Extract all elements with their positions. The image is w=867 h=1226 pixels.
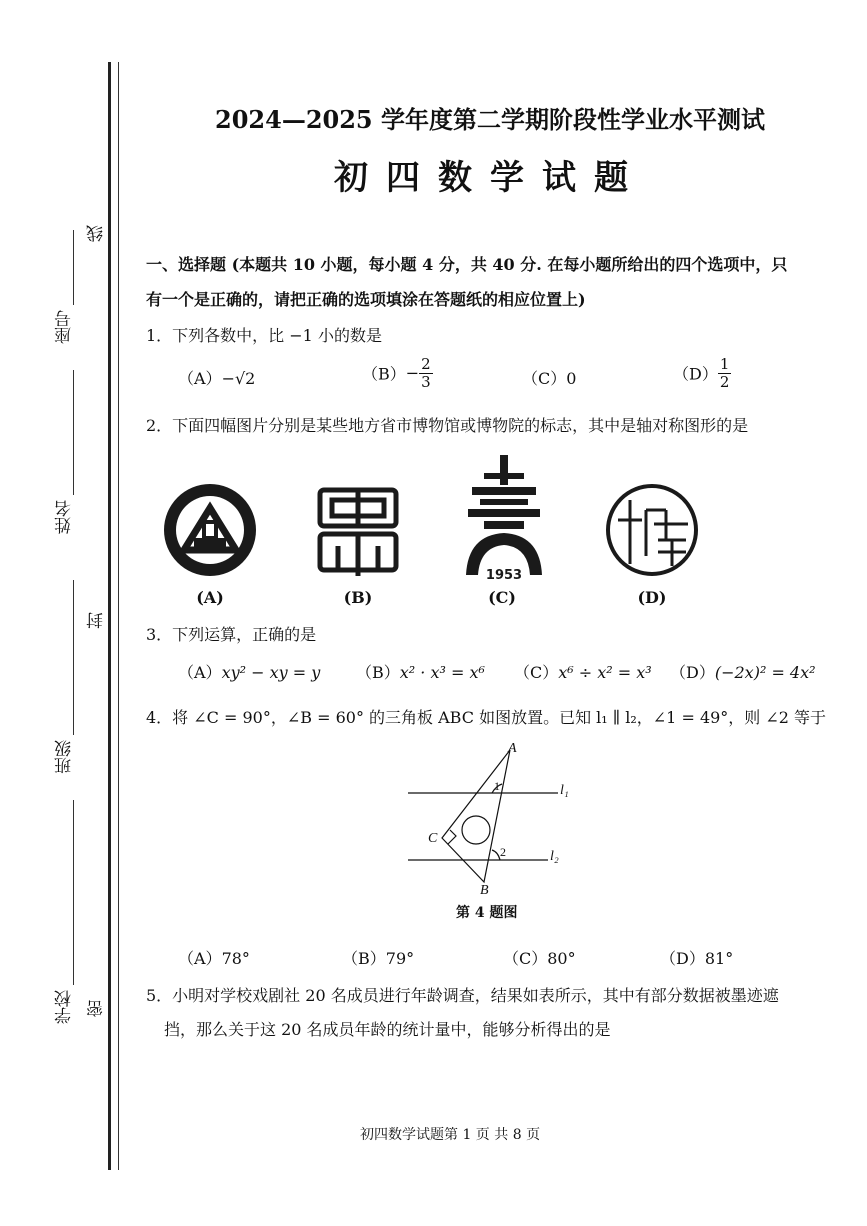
q3-option-b[interactable] <box>356 660 485 683</box>
name-label: 姓名 <box>55 500 75 534</box>
q2-a-label: (A) <box>196 588 224 607</box>
q4-fig-label-c: C <box>428 831 438 846</box>
seat-label: 座号 <box>55 310 75 344</box>
museum-logo-a[interactable] <box>160 480 260 580</box>
q3-d-label: （D） <box>670 663 715 682</box>
q4-a-label: （A） <box>178 949 222 968</box>
seal-feng-mark: 封 <box>87 612 107 629</box>
name-blank[interactable] <box>73 370 74 495</box>
q4-figure <box>400 738 590 898</box>
seat-blank[interactable] <box>73 230 74 305</box>
q4-stem: 4．将 ∠C = 90°，∠B = 60° 的三角板 ABC 如图放置。已知 l₁ ∥ l₂，∠1 = 49°，则 ∠2 等于 <box>146 708 827 727</box>
q2-d-label: (D) <box>637 588 667 607</box>
q1-d-fraction <box>718 356 732 390</box>
seal-line-mark: 线 <box>87 225 107 242</box>
q4-c-value: 80° <box>547 949 576 968</box>
q2-c-year: 1953 <box>485 568 523 583</box>
q3-c-label: （C） <box>514 663 559 682</box>
q4-fig-angle1: 1 <box>494 779 500 793</box>
school-label: 学校 <box>55 990 75 1024</box>
q4-figure-caption: 第 4 题图 <box>456 905 518 921</box>
q2-stem: 2．下面四幅图片分别是某些地方省市博物馆或博物院的标志，其中是轴对称图形的是 <box>146 416 749 435</box>
q3-b-label: （B） <box>356 663 400 682</box>
q4-option-d[interactable] <box>660 946 733 969</box>
q4-right-angle-mark <box>448 830 456 844</box>
q1-b-sign: − <box>405 363 420 383</box>
q1-c-value: 0 <box>566 369 577 388</box>
q5-stem-line2: 挡，那么关于这 20 名成员年龄的统计量中，能够分析得出的是 <box>164 1020 611 1039</box>
q4-fig-label-a: A <box>508 741 517 756</box>
q1-c-label: （C） <box>522 369 567 388</box>
q4-fig-label-l2: l₂ <box>550 849 559 864</box>
q1-option-c[interactable] <box>522 366 576 389</box>
q3-a-label: （A） <box>178 663 222 682</box>
q1-b-label: （B） <box>362 364 406 384</box>
q3-option-a[interactable] <box>178 660 320 683</box>
q4-hole <box>462 816 490 844</box>
q4-b-label: （B） <box>342 949 386 968</box>
q1-option-d[interactable] <box>673 356 731 390</box>
q1-b-denominator: 3 <box>421 372 431 391</box>
museum-logo-c[interactable] <box>454 455 554 583</box>
q1-a-label: （A） <box>178 369 222 388</box>
q4-fig-label-b: B <box>480 883 489 898</box>
museum-logo-d[interactable] <box>602 480 702 580</box>
q4-d-value: 81° <box>704 949 734 968</box>
q2-c-label: (C) <box>488 588 516 607</box>
q1-d-label: （D） <box>673 364 718 384</box>
binding-line-thin <box>118 62 119 1170</box>
q1-option-a[interactable] <box>178 366 255 389</box>
q5-stem-line1: 5．小明对学校戏剧社 20 名成员进行年龄调查，结果如表所示，其中有部分数据被墨迹遮 <box>146 986 779 1005</box>
q2-b-label: (B) <box>343 588 373 607</box>
q1-a-value: −√2 <box>221 369 256 388</box>
q4-c-label: （C） <box>503 949 548 968</box>
q4-fig-angle2: 2 <box>500 845 506 859</box>
q3-b-expr: x² · x³ = x⁶ <box>399 663 485 682</box>
q4-option-a[interactable] <box>178 946 250 969</box>
q1-b-fraction <box>419 356 433 390</box>
class-blank[interactable] <box>73 580 74 735</box>
q1-d-numerator: 1 <box>719 355 730 373</box>
page-footer: 初四数学试题第 1 页 共 8 页 <box>360 1127 541 1143</box>
q3-option-d[interactable] <box>670 660 816 683</box>
q1-stem: 1．下列各数中，比 −1 小的数是 <box>146 326 382 345</box>
school-blank[interactable] <box>73 800 74 985</box>
section1-heading-line1: 一、选择题 (本题共 10 小题，每小题 4 分，共 40 分. 在每小题所给出的四个选项中，只 <box>146 255 788 274</box>
q3-stem: 3．下列运算，正确的是 <box>146 625 317 644</box>
museum-logo-b[interactable] <box>308 480 408 580</box>
q1-d-denominator: 2 <box>719 372 730 391</box>
q3-d-expr: (−2x)² = 4x² <box>714 663 816 682</box>
q4-d-label: （D） <box>660 949 705 968</box>
q3-c-expr: x⁶ ÷ x² = x³ <box>558 663 652 682</box>
class-label: 班级 <box>55 740 75 774</box>
q4-angle2-arc <box>492 850 500 860</box>
q4-option-c[interactable] <box>503 946 576 969</box>
q4-fig-label-l1: l₁ <box>560 783 569 798</box>
q3-a-expr: xy² − xy = y <box>221 663 321 682</box>
section1-heading-line2: 有一个是正确的，请把正确的选项填涂在答题纸的相应位置上) <box>146 290 586 309</box>
q4-b-value: 79° <box>385 949 415 968</box>
seal-mi-mark: 密 <box>87 1000 107 1017</box>
q1-b-numerator: 2 <box>421 355 431 373</box>
exam-subtitle: 初四数学试题 <box>334 158 646 198</box>
q4-option-b[interactable] <box>342 946 414 969</box>
q1-option-b[interactable] <box>362 356 433 390</box>
q3-option-c[interactable] <box>514 660 652 683</box>
exam-title: 2024—2025 学年度第二学期阶段性学业水平测试 <box>215 105 765 134</box>
q4-a-value: 78° <box>221 949 250 968</box>
